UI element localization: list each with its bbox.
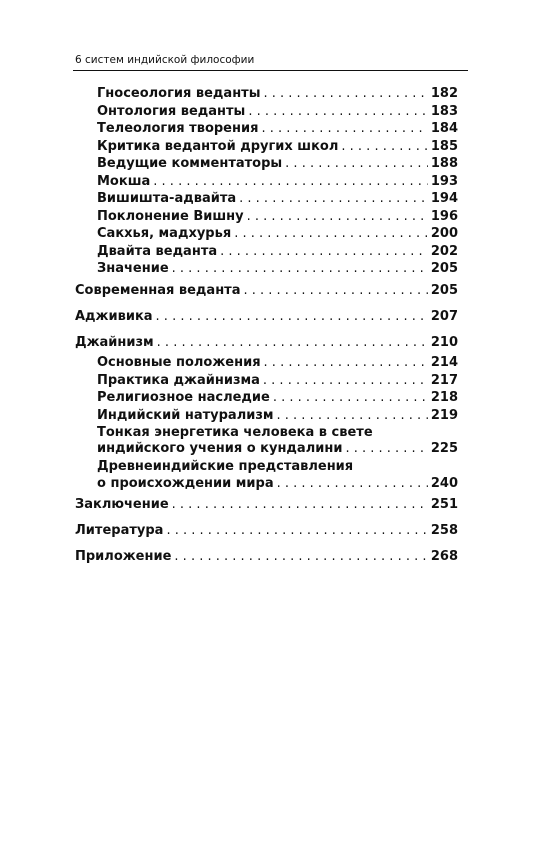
toc-entry-page: 268 (430, 549, 458, 564)
toc-entry-chapter[interactable] (75, 283, 458, 299)
toc-entry-page: 196 (430, 208, 458, 224)
toc-entry-title: Литература (75, 523, 164, 538)
toc-entry-page: 207 (430, 308, 458, 324)
toc-entry[interactable] (97, 244, 458, 260)
toc-entry-page: 214 (430, 355, 458, 370)
toc-entry-page: 210 (430, 334, 458, 350)
toc-entry-page: 188 (430, 156, 458, 171)
toc-entry[interactable] (97, 226, 458, 242)
toc-entry-page: 183 (430, 103, 458, 119)
toc-leader-dots (220, 244, 428, 260)
toc-entry[interactable] (97, 86, 458, 102)
toc-entry-page: 193 (430, 173, 458, 189)
toc-entry-chapter[interactable] (75, 309, 458, 325)
toc-leader-dots (156, 309, 428, 325)
toc-entry-title: Религиозное наследие (97, 390, 270, 405)
toc-leader-dots (341, 139, 427, 155)
toc-entry-title: Заключение (75, 497, 169, 512)
toc-entry-page: 258 (430, 523, 458, 538)
toc-entry-title: Индийский натурализм (97, 407, 274, 423)
toc-entry[interactable] (97, 156, 458, 172)
toc-leader-dots (263, 86, 427, 102)
toc-entry[interactable] (97, 390, 458, 406)
toc-leader-dots (174, 549, 427, 565)
toc-entry-title-line1: Тонкая энергетика человека в свете (97, 424, 373, 440)
toc-entry-title: Основные положения (97, 355, 261, 370)
toc-entry-title: Вишишта-адвайта (97, 191, 237, 206)
toc-entry-chapter[interactable] (75, 335, 458, 351)
toc-leader-dots (243, 283, 427, 299)
toc-leader-dots (285, 156, 428, 172)
toc-entry-title: Адживика (75, 308, 153, 324)
toc-entry-chapter[interactable] (75, 523, 458, 539)
toc-leader-dots (153, 174, 428, 190)
toc-entry-title-line1: Древнеиндийские представления (97, 459, 354, 474)
toc-entry-title: Мокша (97, 173, 151, 189)
toc-entry-title: Поклонение Вишну (97, 208, 244, 224)
toc-entry-title: Двайта веданта (97, 243, 218, 259)
toc-leader-dots (263, 373, 428, 389)
toc-leader-dots (277, 408, 428, 424)
toc-entry-title: Сакхья, мадхурья (97, 226, 232, 241)
toc-entry[interactable] (97, 408, 458, 424)
toc-entry-page: 219 (430, 407, 458, 423)
toc-entry-page: 194 (430, 191, 458, 206)
toc-leader-dots (261, 121, 427, 137)
toc-entry-multiline[interactable] (97, 425, 458, 458)
toc-entry-page: 185 (430, 138, 458, 154)
toc-entry-page: 182 (430, 86, 458, 101)
toc-leader-dots (239, 191, 428, 207)
toc-entry-title: Критика ведантой других школ (97, 138, 339, 154)
toc-entry-title-line2: о происхождении мира (97, 475, 274, 491)
toc-entry-page: 225 (430, 441, 458, 456)
toc-entry-chapter[interactable] (75, 497, 458, 513)
toc-leader-dots (234, 226, 428, 242)
toc-leader-dots (157, 335, 428, 351)
toc-entry-title: Современная веданта (75, 282, 241, 298)
toc-entry-page: 218 (430, 390, 458, 405)
toc-entry-page: 184 (430, 121, 458, 136)
toc-entry-title: Гносеология веданты (97, 86, 261, 101)
running-head: 6 систем индийской философии (75, 54, 255, 66)
toc-entry[interactable] (97, 139, 458, 155)
toc-entry-page: 200 (430, 226, 458, 241)
toc-entry-title: Ведущие комментаторы (97, 156, 283, 171)
toc-leader-dots (264, 355, 428, 371)
toc-entry[interactable] (97, 104, 458, 120)
toc-entry[interactable] (97, 261, 458, 277)
toc-entry-title: Приложение (75, 549, 172, 564)
toc-entry-page: 205 (430, 282, 458, 298)
toc-leader-dots (247, 209, 428, 225)
toc-leader-dots (273, 390, 428, 406)
toc-entry-chapter[interactable] (75, 549, 458, 565)
toc-leader-dots (345, 441, 427, 458)
toc-entry-multiline[interactable] (97, 459, 458, 492)
toc-entry-title: Телеология творения (97, 121, 259, 136)
toc-leader-dots (248, 104, 428, 120)
toc-entry[interactable] (97, 121, 458, 137)
toc-entry[interactable] (97, 191, 458, 207)
toc-entry[interactable] (97, 209, 458, 225)
toc-entry-title: Онтология веданты (97, 103, 246, 119)
toc-leader-dots (172, 497, 428, 513)
toc-entry-title: Джайнизм (75, 334, 154, 350)
toc-leader-dots (277, 476, 428, 493)
toc-entry[interactable] (97, 355, 458, 371)
toc-entry-page: 217 (430, 372, 458, 388)
toc-entry-page: 202 (430, 243, 458, 259)
toc-entry-title: Значение (97, 261, 169, 276)
toc-entry-page: 240 (430, 475, 458, 491)
toc-entry-page: 251 (430, 497, 458, 512)
toc-entry[interactable] (97, 373, 458, 389)
toc-leader-dots (172, 261, 428, 277)
toc-entry-title: Практика джайнизма (97, 372, 260, 388)
toc-entry-page: 205 (430, 261, 458, 276)
toc-leader-dots (166, 523, 427, 539)
toc-entry-title-line2: индийского учения о кундалини (97, 441, 343, 456)
toc-entry[interactable] (97, 174, 458, 190)
